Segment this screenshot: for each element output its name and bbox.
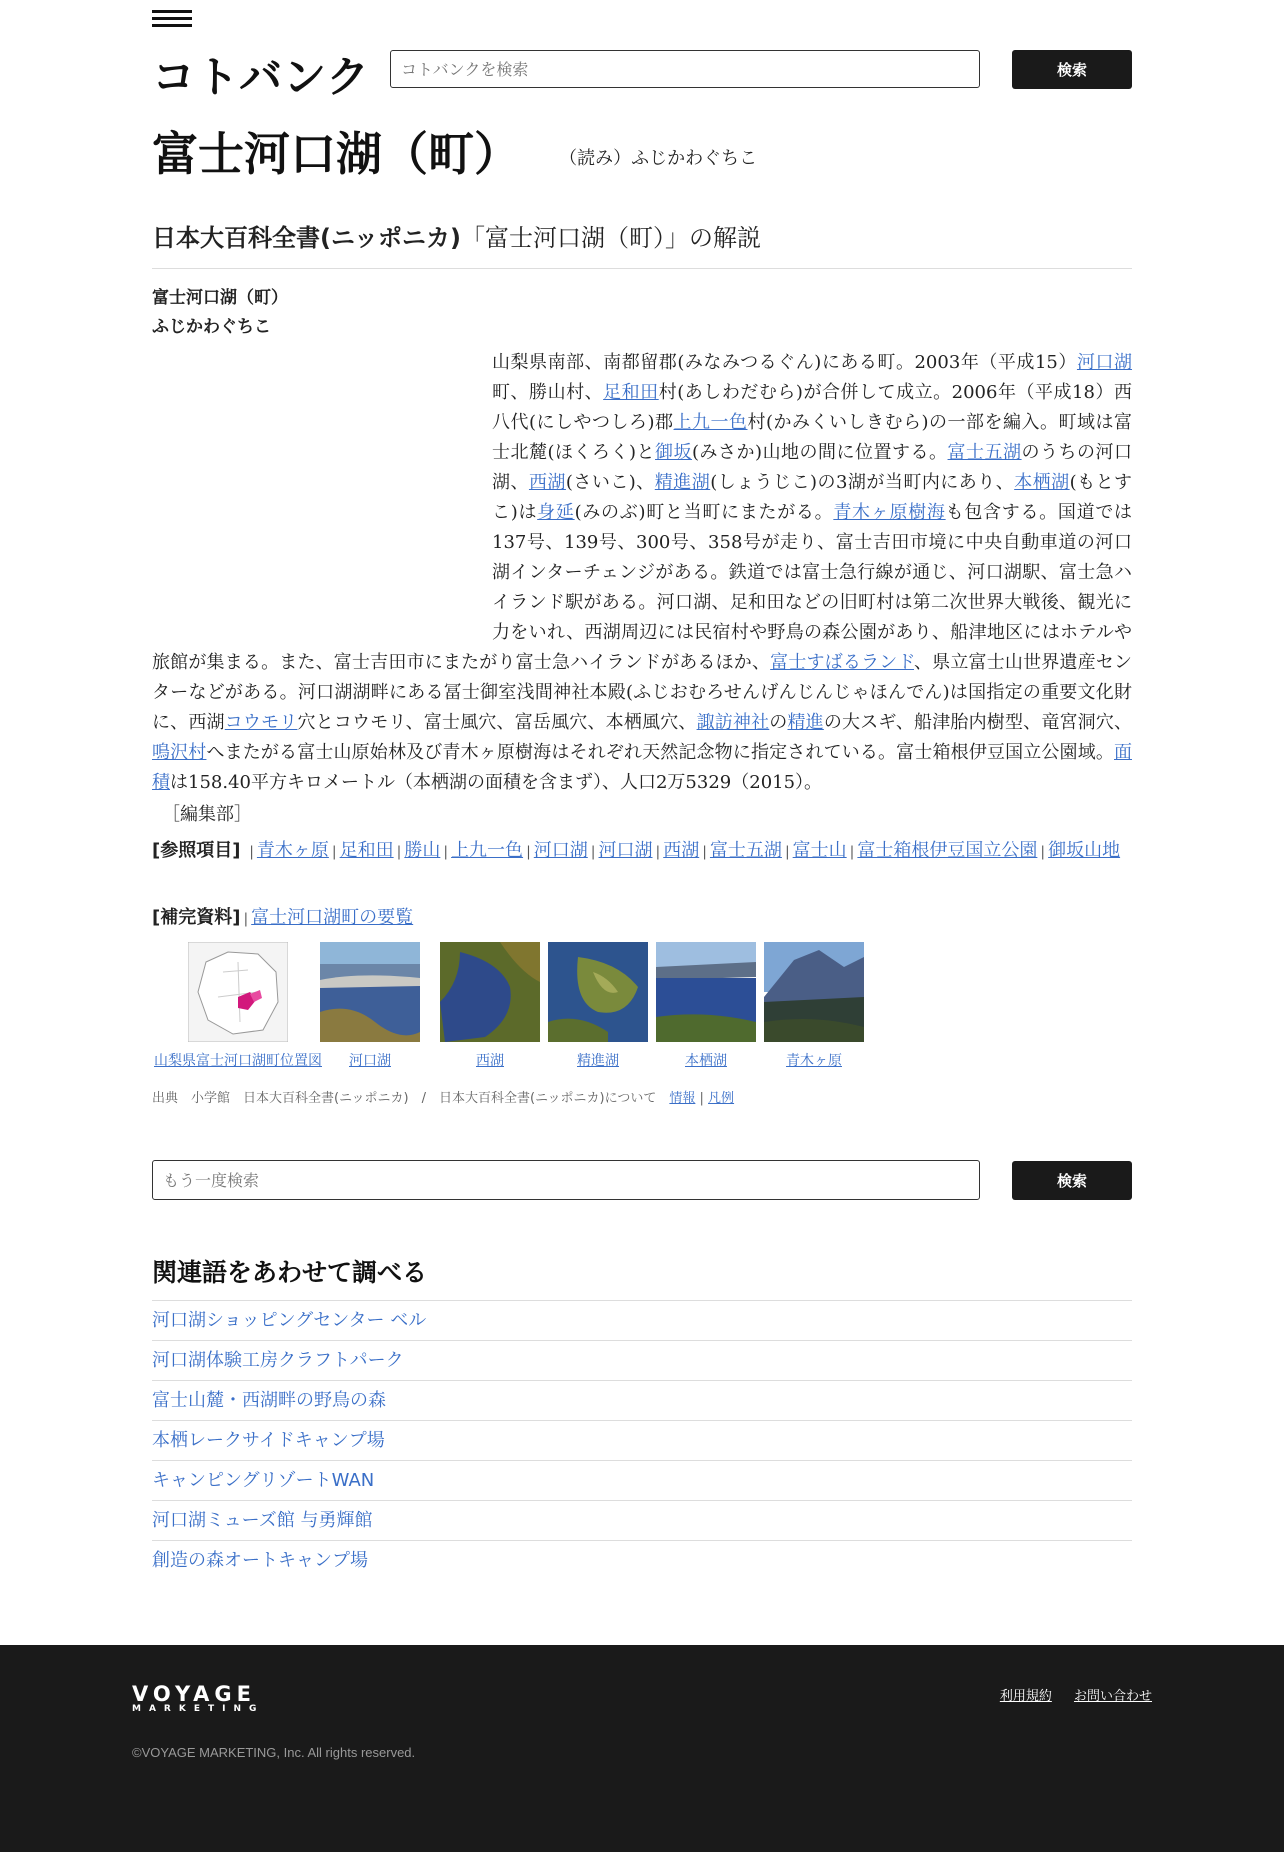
body-text-segment: (しょうじこ)の3湖が当町内にあり、 (710, 472, 1015, 493)
reference-link[interactable]: 御坂山地 (1048, 840, 1121, 861)
related-link[interactable]: 河口湖ショッピングセンター ベル (152, 1310, 427, 1331)
body-link[interactable]: コウモリ (224, 712, 298, 733)
thumbnail-lake-a[interactable] (320, 942, 420, 1070)
thumbnail-lake-b[interactable] (440, 942, 540, 1070)
thumbnail-image[interactable] (440, 942, 540, 1042)
body-text-segment: 、県立富士山世界遺産センターなどがある。河口湖湖畔にある冨士御室浅間神社本殿(ふじおむろせんげんじんじゃほんでん)は国指定の重要文化財に、西湖 (152, 652, 1133, 733)
related-list (152, 1300, 1132, 1580)
body-text-segment: の大スギ、船津胎内樹型、竜宮洞穴、 (823, 712, 1133, 733)
related-link[interactable]: 創造の森オートキャンプ場 (152, 1550, 368, 1571)
entry-term-reading: ふじかわぐちこ (152, 317, 271, 337)
body-link[interactable]: 身延 (537, 502, 575, 523)
reference-link[interactable]: 勝山 (404, 840, 441, 861)
ref-separator: | (443, 844, 449, 860)
ref-separator: | (331, 844, 337, 860)
body-text-segment: 村(かみくいしきむら)の一部を編入。町域は富士北麓(ほくろく)と (492, 412, 1133, 463)
thumbnail-image[interactable] (548, 942, 648, 1042)
body-text-segment: 穴とコウモリ、富士風穴、富岳風穴、本栖風穴、 (297, 712, 697, 733)
source-sep: | (695, 1091, 709, 1106)
ref-separator: | (590, 844, 596, 860)
ad-space (152, 348, 492, 643)
body-text-segment: のうちの河口湖、 (492, 442, 1133, 493)
related-item[interactable] (152, 1420, 1132, 1460)
related-link[interactable]: 河口湖ミューズ館 与勇輝館 (152, 1510, 373, 1531)
reference-link[interactable]: 富士山 (792, 840, 847, 861)
reference-link[interactable]: 河口湖 (533, 840, 588, 861)
related-item[interactable] (152, 1300, 1132, 1340)
body-link[interactable]: 上九一色 (673, 412, 748, 433)
source-heading-term: 「富士河口湖（町）」の解説 (460, 224, 761, 252)
body-text-segment: 町、勝山村、 (492, 382, 604, 403)
thumbnail-image[interactable] (188, 942, 288, 1042)
thumbnail-caption[interactable]: 西湖 (476, 1053, 504, 1069)
ref-separator: | (849, 844, 855, 860)
entry-term: 富士河口湖（町） (152, 288, 288, 308)
body-link[interactable]: 足和田 (603, 382, 659, 403)
body-link[interactable]: 精進 (787, 712, 824, 733)
body-link[interactable]: 河口湖 (1076, 352, 1133, 373)
body-link[interactable]: 富士すばるランド (770, 652, 915, 673)
footer-logo-text: VOYAGE (132, 1682, 257, 1706)
related-heading: 関連語をあわせて調べる (152, 1258, 428, 1287)
ref-separator: | (702, 844, 707, 860)
page-content (152, 0, 1132, 1645)
source-heading (152, 218, 1132, 269)
thumbnail-caption[interactable]: 精進湖 (577, 1053, 619, 1069)
supplementary-materials: [補完資料] | 富士河口湖町の要覧 (152, 907, 414, 928)
supp-link[interactable]: 富士河口湖町の要覧 (251, 907, 414, 928)
thumbnail-image[interactable] (764, 942, 864, 1042)
source-text: 出典 小学館 日本大百科全書(ニッポニカ) / 日本大百科全書(ニッポニカ)について (152, 1091, 670, 1106)
reference-link[interactable]: 富士箱根伊豆国立公園 (857, 840, 1038, 861)
thumbnail-mountain[interactable] (764, 942, 864, 1070)
body-link[interactable]: 面積 (152, 742, 1132, 793)
body-link[interactable]: 鳴沢村 (152, 742, 207, 763)
search-button[interactable]: 検索 (1012, 50, 1132, 89)
body-link[interactable]: 御坂 (655, 442, 693, 463)
related-item[interactable] (152, 1460, 1132, 1500)
ref-separator: | (1040, 844, 1046, 860)
thumbnail-image[interactable] (320, 942, 420, 1042)
source-legend-link[interactable]: 凡例 (708, 1091, 735, 1106)
related-item[interactable] (152, 1380, 1132, 1420)
ref-separator: | (249, 844, 254, 860)
thumbnail-map[interactable] (152, 942, 324, 1070)
body-link[interactable]: 青木ヶ原樹海 (833, 502, 946, 523)
title-row (152, 118, 1132, 184)
body-text-segment: 山梨県南部、南都留郡(みなみつるぐん)にある町。2003年（平成15） (492, 352, 1077, 373)
thumbnail-caption[interactable]: 山梨県富士河口湖町位置図 (154, 1053, 322, 1069)
search-input[interactable] (390, 50, 980, 88)
body-text-segment: も包含する。国道では137号、139号、300号、358号が走り、富士吉田市境に中央自動車道の河口湖インターチェンジがある。鉄道では富士急行線が通じ、河口湖駅、富士急ハイランド駅がある。河口湖、足和田などの旧町村は第二次世界大戦後、観光に力をいれ、西湖周辺には民宿村や野鳥の森公園があり、船津地区にはホテルや旅館が集まる。また、富士吉田市にまたがり富士急ハイランドがあるほか、 (152, 502, 1133, 673)
reference-link[interactable]: 西湖 (663, 840, 700, 861)
reference-link[interactable]: 上九一色 (451, 840, 524, 861)
related-item[interactable] (152, 1340, 1132, 1380)
terms-link[interactable]: 利用規約 (999, 1689, 1052, 1704)
footer-logo[interactable] (132, 1682, 264, 1714)
source-heading-dictionary: 日本大百科全書(ニッポニカ) (152, 224, 461, 252)
site-logo[interactable]: コトバンク (152, 53, 371, 103)
body-text-segment: の (769, 712, 788, 733)
body-text-segment: へまたがる富士山原始林及び青木ヶ原樹海はそれぞれ天然記念物に指定されている。富士箱根伊豆国立公園域。 (206, 742, 1114, 763)
thumbnail-image[interactable] (656, 942, 756, 1042)
related-link[interactable]: キャンピングリゾートWAN (152, 1470, 375, 1491)
related-link[interactable]: 富士山麓・西湖畔の野鳥の森 (152, 1390, 386, 1411)
footer (0, 1645, 1284, 1852)
contact-link[interactable]: お問い合わせ (1073, 1689, 1152, 1704)
body-text-segment: (みさか)山地の間に位置する。 (692, 442, 948, 463)
source-info-link[interactable]: 情報 (669, 1091, 696, 1106)
reference-link[interactable]: 足和田 (339, 840, 394, 861)
copyright: ©VOYAGE MARKETING, Inc. All rights reserved. (132, 1745, 416, 1760)
page-title: 富士河口湖（町） (152, 127, 520, 181)
reference-link[interactable]: 河口湖 (598, 840, 653, 861)
ref-separator: | (396, 844, 402, 860)
body-text-segment: (さいこ)、 (565, 472, 655, 493)
thumbnail-caption[interactable]: 河口湖 (349, 1053, 391, 1069)
editor-credit: ［編集部］ (162, 804, 252, 825)
refs-label: [参照項目] (152, 840, 241, 861)
reference-link[interactable]: 青木ヶ原 (256, 840, 329, 861)
thumbnail-caption[interactable]: 青木ヶ原 (786, 1053, 842, 1069)
body-text-segment: 村(あしわだむら)が合併して成立。2006年（平成18）西八代(にしやつしろ)郡 (492, 382, 1133, 433)
title-reading: （読み）ふじかわぐちこ (559, 148, 758, 169)
search-again-input[interactable] (152, 1160, 980, 1200)
body-text-segment: (みのぶ)町と当町にまたがる。 (574, 502, 834, 523)
ref-separator: | (655, 844, 661, 860)
footer-links (982, 1685, 1152, 1704)
search-again-button[interactable]: 検索 (1012, 1161, 1132, 1200)
supp-label: [補完資料] (152, 907, 241, 928)
body-link[interactable]: 富士五湖 (947, 442, 1022, 463)
body-link[interactable]: 精進湖 (654, 472, 711, 493)
image-gallery (152, 942, 1132, 1072)
related-item[interactable] (152, 1540, 1132, 1580)
related-link[interactable]: 河口湖体験工房クラフトパーク (152, 1350, 404, 1371)
footer-logo-subtext: MARKETING (132, 1704, 265, 1714)
source-credit (152, 1087, 734, 1106)
related-link[interactable]: 本栖レークサイドキャンプ場 (152, 1430, 385, 1451)
ref-separator: | (526, 844, 531, 860)
body-link[interactable]: 本栖湖 (1014, 472, 1070, 493)
body-link[interactable]: 西湖 (528, 472, 566, 493)
reference-link[interactable]: 富士五湖 (709, 840, 782, 861)
thumbnail-caption[interactable]: 本栖湖 (685, 1053, 727, 1069)
related-item[interactable] (152, 1500, 1132, 1540)
menu-icon[interactable] (152, 10, 192, 30)
ref-separator: | (784, 844, 790, 860)
reference-items (152, 836, 1132, 867)
body-text-segment: (もとすこ)は (492, 472, 1133, 523)
body-text-segment: は158.40平方キロメートル（本栖湖の面積を含まず）、人口2万5329（2015）。 (170, 772, 823, 793)
entry-body (152, 348, 1132, 798)
body-link[interactable]: 諏訪神社 (696, 712, 770, 733)
thumbnail-lake-d[interactable] (656, 942, 756, 1070)
entry-head (152, 284, 288, 342)
thumbnail-lake-c[interactable] (548, 942, 648, 1070)
